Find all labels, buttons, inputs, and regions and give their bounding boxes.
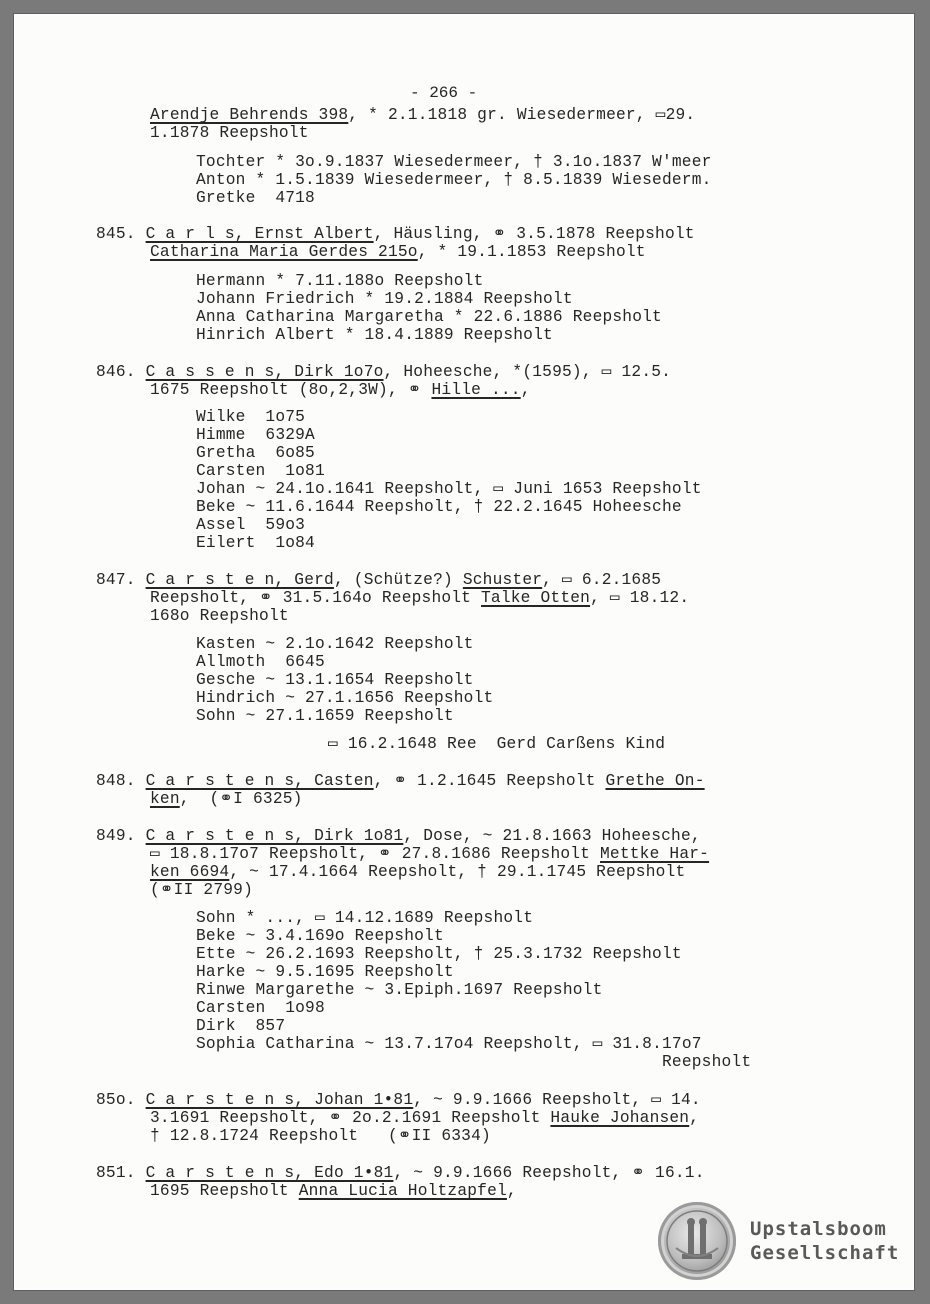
- text-line: [150, 607, 289, 625]
- text-line: [196, 189, 315, 207]
- underlined-segment: C a r s t e n, Gerd: [145, 571, 334, 589]
- underlined-segment: Hille ...: [431, 381, 521, 399]
- text-segment: 846.: [96, 363, 146, 381]
- text-segment: Tochter * 3o.9.1837 Wiesedermeer, † 3.1o.1837 W'meer: [196, 153, 712, 171]
- text-line: [196, 653, 325, 671]
- text-line: [96, 225, 695, 243]
- text-line: [196, 480, 702, 498]
- text-line: [96, 363, 671, 381]
- text-segment: 1675 Reepsholt (8o,2,3W), ⚭: [150, 381, 432, 399]
- underlined-segment: C a r s t e n s, Edo 1•81: [145, 1164, 394, 1182]
- text-segment: Anna Catharina Margaretha * 22.6.1886 Reepsholt: [196, 308, 662, 326]
- text-line: [196, 945, 682, 963]
- text-line: [196, 444, 315, 462]
- text-line: [196, 689, 493, 707]
- text-line: [150, 381, 531, 399]
- text-line: [96, 571, 661, 589]
- text-segment: 845.: [96, 225, 146, 243]
- text-segment: , ~ 17.4.1664 Reepsholt, † 29.1.1745 Reepsholt: [229, 863, 686, 881]
- text-line: [196, 272, 484, 290]
- watermark-subtitle: Gesellschaft: [750, 1242, 900, 1264]
- text-segment: , ~ 9.9.1666 Reepsholt, ▭ 14.: [413, 1091, 701, 1109]
- text-segment: , ▭ 18.12.: [590, 589, 690, 607]
- text-line: [96, 827, 701, 845]
- text-segment: , (⚭I 6325): [179, 790, 303, 808]
- text-segment: 1695 Reepsholt: [150, 1182, 299, 1200]
- text-line: [196, 963, 454, 981]
- text-line: [196, 153, 712, 171]
- text-segment: 848.: [96, 772, 146, 790]
- underlined-segment: Grethe On-: [605, 772, 705, 790]
- text-segment: Johan ~ 24.1o.1641 Reepsholt, ▭ Juni 1653 Reepsholt: [196, 480, 702, 498]
- text-segment: Ette ~ 26.2.1693 Reepsholt, † 25.3.1732 Reepsholt: [196, 945, 682, 963]
- text-segment: , Häusling, ⚭ 3.5.1878 Reepsholt: [373, 225, 695, 243]
- text-line: [196, 498, 682, 516]
- text-line: [150, 124, 309, 142]
- underlined-segment: Hauke Johansen: [550, 1109, 690, 1127]
- text-segment: Beke ~ 3.4.169o Reepsholt: [196, 927, 444, 945]
- underlined-segment: Talke Otten: [481, 589, 591, 607]
- text-line: [196, 707, 454, 725]
- text-line: [150, 106, 695, 124]
- text-segment: 849.: [96, 827, 146, 845]
- text-segment: Wilke 1o75: [196, 408, 306, 426]
- text-segment: Dirk 857: [196, 1017, 286, 1035]
- text-line: [196, 534, 315, 552]
- text-line: [196, 462, 325, 480]
- text-segment: Hindrich ~ 27.1.1656 Reepsholt: [196, 689, 494, 707]
- text-line: [196, 171, 712, 189]
- text-segment: Sophia Catharina ~ 13.7.17o4 Reepsholt, ▭ 31.8.17o7: [196, 1035, 702, 1053]
- text-segment: ,: [506, 1182, 517, 1200]
- text-line: [96, 1164, 705, 1182]
- text-segment: Beke ~ 11.6.1644 Reepsholt, † 22.2.1645 Hoheesche: [196, 498, 682, 516]
- text-segment: Kasten ~ 2.1o.1642 Reepsholt: [196, 635, 474, 653]
- text-segment: Carsten 1o81: [196, 462, 325, 480]
- underlined-segment: ken 6694: [150, 863, 230, 881]
- text-segment: Gesche ~ 13.1.1654 Reepsholt: [196, 671, 474, 689]
- text-segment: , ⚭ 1.2.1645 Reepsholt: [373, 772, 606, 790]
- text-segment: 3.1691 Reepsholt, ⚭ 2o.2.1691 Reepsholt: [150, 1109, 551, 1127]
- document-page: [14, 14, 914, 1290]
- watermark-title: Upstalsboom: [750, 1218, 887, 1240]
- text-line: [96, 772, 705, 790]
- text-line: [196, 981, 602, 999]
- text-line: [150, 863, 685, 881]
- text-line: [150, 589, 689, 607]
- text-segment: , * 19.1.1853 Reepsholt: [417, 243, 646, 261]
- text-segment: , ~ 9.9.1666 Reepsholt, ⚭ 16.1.: [393, 1164, 705, 1182]
- text-line: [196, 1035, 702, 1053]
- text-segment: † 12.8.1724 Reepsholt (⚭II 6334): [150, 1127, 491, 1145]
- text-segment: 851.: [96, 1164, 146, 1182]
- underlined-segment: C a r s t e n s, Johan 1•81: [145, 1091, 414, 1109]
- text-line: [196, 308, 662, 326]
- text-line: [150, 243, 646, 261]
- text-line: [662, 1053, 751, 1071]
- text-segment: ,: [689, 1109, 700, 1127]
- text-line: [196, 426, 315, 444]
- text-line: [196, 408, 305, 426]
- text-segment: ▭ 16.2.1648 Ree Gerd Carßens Kind: [328, 735, 666, 753]
- text-segment: 168o Reepsholt: [150, 607, 289, 625]
- text-segment: Eilert 1o84: [196, 534, 315, 552]
- underlined-segment: Arendje Behrends 398: [150, 106, 349, 124]
- text-line: [196, 671, 474, 689]
- text-segment: , * 2.1.1818 gr. Wiesedermeer, ▭29.: [348, 106, 696, 124]
- text-segment: 85o.: [96, 1091, 146, 1109]
- underlined-segment: Schuster: [462, 571, 543, 589]
- underlined-segment: Catharina Maria Gerdes 215o: [150, 243, 418, 261]
- text-line: [196, 1017, 285, 1035]
- text-segment: Gretke 4718: [196, 189, 315, 207]
- text-segment: Rinwe Margarethe ~ 3.Epiph.1697 Reepsholt: [196, 981, 603, 999]
- text-segment: Gretha 6o85: [196, 444, 315, 462]
- text-segment: Hermann * 7.11.188o Reepsholt: [196, 272, 484, 290]
- text-line: [150, 1109, 699, 1127]
- text-segment: Himme 6329A: [196, 426, 315, 444]
- text-segment: , ▭ 6.2.1685: [542, 571, 662, 589]
- text-segment: Hinrich Albert * 18.4.1889 Reepsholt: [196, 326, 553, 344]
- text-segment: Sohn * ..., ▭ 14.12.1689 Reepsholt: [196, 909, 534, 927]
- underlined-segment: C a r s t e n s, Dirk 1o81: [145, 827, 404, 845]
- text-segment: Allmoth 6645: [196, 653, 325, 671]
- underlined-segment: C a r s t e n s, Casten: [145, 772, 374, 790]
- text-line: [196, 290, 573, 308]
- text-segment: 1.1878 Reepsholt: [150, 124, 309, 142]
- text-segment: Assel 59o3: [196, 516, 306, 534]
- text-segment: , Hoheesche, *(1595), ▭ 12.5.: [383, 363, 672, 381]
- upstalsboom-seal-icon: [658, 1202, 736, 1280]
- text-line: [150, 1127, 491, 1145]
- text-segment: Anton * 1.5.1839 Wiesedermeer, † 8.5.1839 Wiesederm.: [196, 171, 712, 189]
- page-number: - 266 -: [410, 84, 478, 102]
- text-segment: Sohn ~ 27.1.1659 Reepsholt: [196, 707, 454, 725]
- text-segment: Reepsholt: [662, 1053, 752, 1071]
- text-segment: ▭ 18.8.17o7 Reepsholt, ⚭ 27.8.1686 Reepsholt: [150, 845, 601, 863]
- text-segment: Harke ~ 9.5.1695 Reepsholt: [196, 963, 454, 981]
- text-segment: , (Schütze?): [333, 571, 463, 589]
- text-segment: (⚭II 2799): [150, 881, 253, 899]
- text-segment: Reepsholt, ⚭ 31.5.164o Reepsholt: [150, 589, 482, 607]
- text-segment: 847.: [96, 571, 146, 589]
- text-line: [196, 326, 553, 344]
- underlined-segment: Anna Lucia Holtzapfel: [298, 1182, 507, 1200]
- text-line: [328, 735, 665, 753]
- text-line: [196, 909, 533, 927]
- text-segment: Johann Friedrich * 19.2.1884 Reepsholt: [196, 290, 573, 308]
- text-line: [196, 999, 325, 1017]
- text-line: [150, 845, 709, 863]
- underlined-segment: C a s s e n s, Dirk 1o7o: [145, 363, 384, 381]
- text-segment: ,: [520, 381, 531, 399]
- text-segment: , Dose, ~ 21.8.1663 Hoheesche,: [403, 827, 701, 845]
- underlined-segment: ken: [150, 790, 180, 808]
- text-line: [196, 635, 474, 653]
- text-line: [196, 927, 444, 945]
- underlined-segment: C a r l s, Ernst Albert: [145, 225, 374, 243]
- text-line: [196, 516, 305, 534]
- text-line: [96, 1091, 701, 1109]
- text-line: [150, 790, 303, 808]
- text-segment: Carsten 1o98: [196, 999, 325, 1017]
- text-line: [150, 1182, 517, 1200]
- text-line: [150, 881, 253, 899]
- underlined-segment: Mettke Har-: [600, 845, 710, 863]
